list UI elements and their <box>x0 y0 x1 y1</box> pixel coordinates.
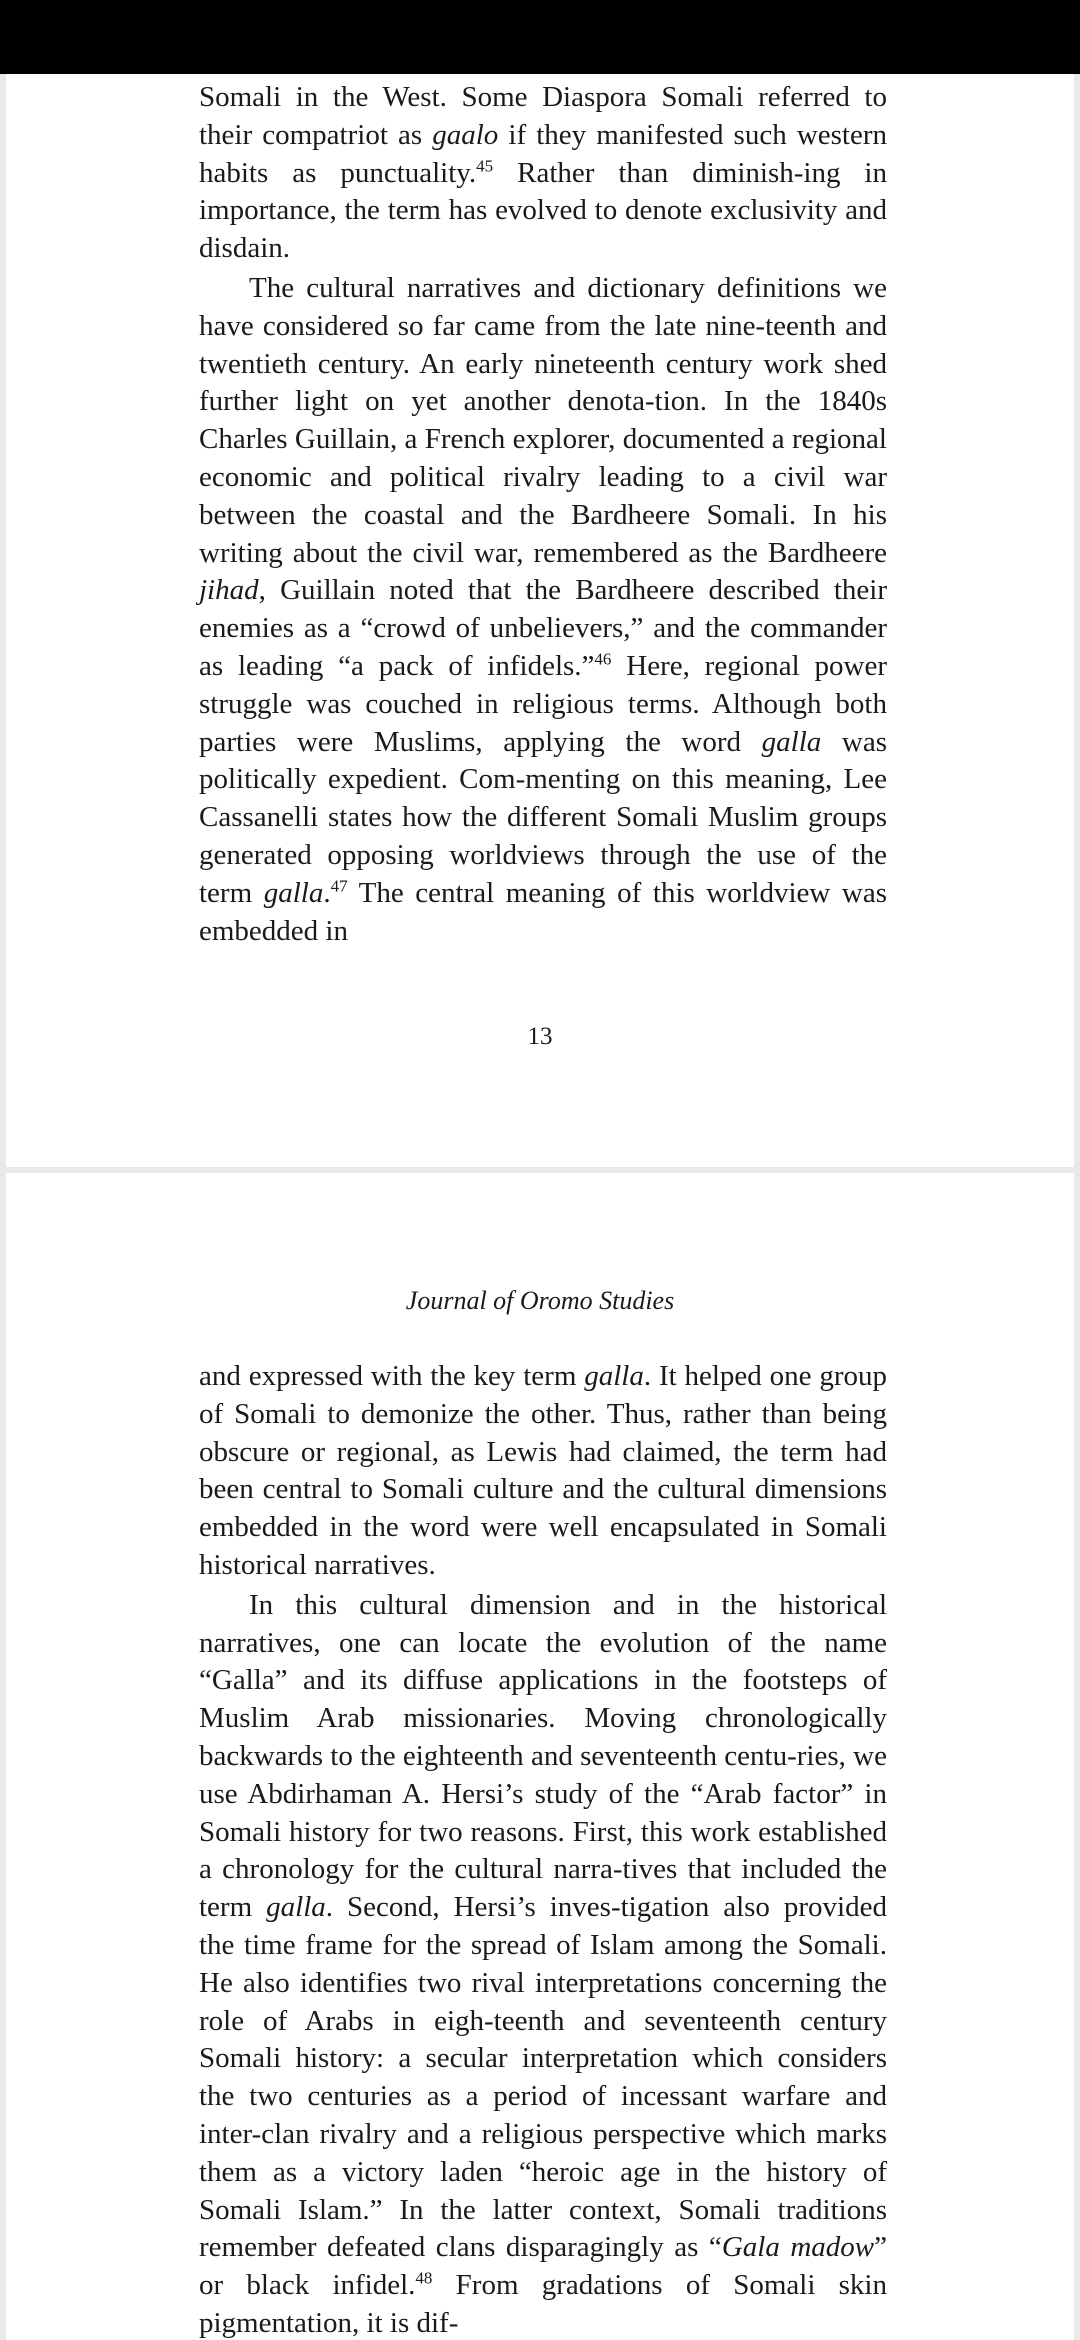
footnote-ref: 45 <box>476 155 494 175</box>
paragraph <box>199 270 887 950</box>
text-run: . It helped one group of Somali to demonize the other. Thus, rather than being obscure or regional, as Lewis had claimed, the term had been central to Somali culture and the cultural dimensions embedded in the word were well encapsulated in Somali historical narratives. <box>199 1360 887 1581</box>
italic-term: galla <box>263 876 324 909</box>
footnote-ref: 46 <box>594 649 612 669</box>
text-run: and expressed with the key term <box>199 1360 585 1392</box>
italic-term: galla <box>266 1891 326 1924</box>
italic-term: galla <box>584 1360 644 1392</box>
text-run: if they manifested such western habits as punctuality. <box>199 118 888 189</box>
book-page-13 <box>6 0 1074 1167</box>
footnote-ref: 48 <box>415 2268 433 2288</box>
text-run: In this cultural dimension and in the historical narratives, one can locate the evolution of the name “Galla” and its diffuse applications in the footsteps of Muslim Arab missionaries. Moving chronologically backwards to the eighteenth and seventeenth centu-ries, we use Abdirhaman A. Hersi’s study of the “Arab factor” in Somali history for two reasons. First, this work established a chronology for the cultural narra-tives that included the term <box>199 1588 887 1924</box>
paragraph <box>199 1587 887 2340</box>
text-run: . Second, Hersi’s inves-tigation also provided the time frame for the spread of Islam among the Somali. He also identifies two rival interpretations concerning the role of Arabs in eigh-teenth and seventeenth century Somali history: a secular interpretation which considers the two centuries as a period of incessant warfare and inter-clan rivalry and a religious perspective which marks them as a victory laden “heroic age in the history of Somali Islam.” In the latter context, Somali traditions remember defeated clans disparagingly as “ <box>199 1891 887 2264</box>
running-head: Journal of Oromo Studies <box>405 1286 675 1315</box>
italic-term: gaalo <box>432 118 499 151</box>
text-run: Somali in the West. Some Diaspora Somali referred to their compatriot as <box>199 81 887 151</box>
text-run: was politically expedient. Com-menting on this meaning, Lee Cassanelli states how the different Somali Muslim groups generated opposing worldviews through the use of the term <box>199 725 887 909</box>
paragraph <box>199 79 887 268</box>
status-bar <box>0 0 1080 74</box>
text-run: From gradations of Somali skin pigmentation, it is dif- <box>199 2269 887 2339</box>
italic-term: Gala madow <box>721 2231 875 2264</box>
text-run: ” or black infidel. <box>199 2231 887 2302</box>
text-run: , Guillain noted that the Bardheere described their enemies as a “crowd of unbelievers,” and the commander as leading “a pack of infidels.” <box>199 574 887 682</box>
italic-term: galla <box>761 725 822 758</box>
book-page-14 <box>6 1173 1074 2340</box>
paragraph <box>199 1358 887 1585</box>
italic-term: jihad <box>199 574 259 607</box>
body-text <box>199 1358 887 2340</box>
text-run: Here, regional power struggle was couched in religious terms. Although both parties were Muslims, applying the word <box>199 649 887 758</box>
text-run: The central meaning of this worldview was embedded in <box>199 876 887 947</box>
page-number: 13 <box>527 1023 553 1050</box>
footnote-ref: 47 <box>330 876 348 896</box>
text-run: . <box>323 876 331 909</box>
text-run: Rather than diminish-ing in importance, the term has evolved to denote exclusivity and disdain. <box>199 156 887 265</box>
body-text <box>199 79 887 950</box>
text-run: The cultural narratives and dictionary definitions we have considered so far came from the late nine-teenth and twentieth century. An early nineteenth century work shed further light on yet another denota-tion. In the 1840s Charles Guillain, a French explorer, documented a regional economic and political rivalry leading to a civil war between the coastal and the Bardheere Somali. In his writing about the civil war, remembered as the Bardheere <box>199 271 887 569</box>
